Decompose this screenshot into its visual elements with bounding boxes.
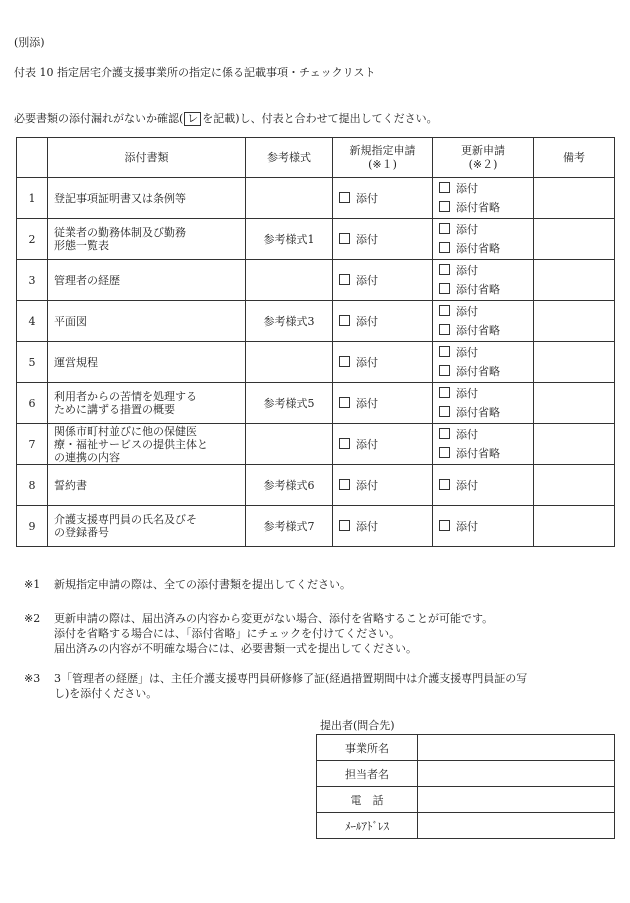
new-application-cell (333, 301, 433, 342)
renewal-option (439, 362, 533, 381)
attach-checkbox[interactable] (439, 479, 450, 490)
col-header-renew-line2: (※２) (468, 157, 498, 171)
option-label: 添付 (456, 478, 478, 492)
table-row (17, 424, 615, 465)
footnote-mark: ※2 (24, 612, 41, 625)
document-line: 平面図 (54, 314, 87, 328)
submitter-row (317, 735, 615, 761)
document-line: 利用者からの苦情を処理する (54, 390, 197, 403)
new-application-cell (333, 260, 433, 301)
omit-checkbox[interactable] (439, 283, 450, 294)
option-label: 添付 (456, 428, 478, 441)
new-application-cell (333, 219, 433, 260)
attach-checkbox[interactable] (339, 356, 350, 367)
row-number: 9 (17, 506, 48, 547)
option-label: 添付 (356, 478, 378, 492)
footnote-mark: ※3 (24, 672, 41, 685)
col-header-new (333, 138, 433, 178)
document-line: 療・福祉サービスの提供主体と (54, 437, 208, 451)
option-label: 添付 (456, 182, 478, 195)
field-label-phone: 電 話 (317, 787, 418, 813)
option-label: 添付 (356, 396, 378, 410)
field-label-email: ﾒｰﾙｱﾄﾞﾚｽ (317, 813, 418, 839)
remarks-cell[interactable] (534, 301, 615, 342)
attach-checkbox[interactable] (439, 305, 450, 316)
document-name (48, 383, 246, 424)
renewal-option (439, 179, 533, 198)
option-label: 添付 (356, 232, 378, 246)
table-row (17, 383, 615, 424)
check-mark-sample: レ (184, 112, 201, 126)
checklist-table (16, 137, 615, 547)
document-line: の連携の内容 (54, 450, 120, 464)
contact-person-field[interactable] (418, 761, 615, 787)
remarks-cell[interactable] (534, 424, 615, 465)
omit-checkbox[interactable] (439, 201, 450, 212)
footnote-mark: ※1 (24, 578, 41, 591)
option-label: 添付 (456, 264, 478, 277)
document-line: 管理者の経歴 (54, 273, 120, 287)
field-label-contact: 担当者名 (317, 761, 418, 787)
reference-form: 参考様式3 (246, 301, 333, 342)
omit-checkbox[interactable] (439, 365, 450, 376)
attach-checkbox[interactable] (439, 182, 450, 193)
col-header-renew (433, 138, 534, 178)
remarks-cell[interactable] (534, 465, 615, 506)
option-label: 添付 (356, 273, 378, 287)
row-number: 2 (17, 219, 48, 260)
attach-checkbox[interactable] (339, 315, 350, 326)
renewal-cell (433, 260, 534, 301)
remarks-cell[interactable] (534, 383, 615, 424)
row-number: 6 (17, 383, 48, 424)
option-label: 添付 (356, 191, 378, 205)
document-name (48, 260, 246, 301)
option-label: 添付 (456, 305, 478, 318)
new-application-cell (333, 506, 433, 547)
footnote-text (54, 611, 614, 656)
attach-checkbox[interactable] (439, 428, 450, 439)
submitter-row (317, 761, 615, 787)
renewal-option (439, 220, 533, 239)
table-row (17, 219, 615, 260)
option-label: 添付省略 (456, 242, 500, 255)
reference-form (246, 424, 333, 465)
renewal-option (439, 384, 533, 403)
new-application-cell (333, 178, 433, 219)
instruction-after: を記載)し、付表と合わせて提出してください。 (202, 112, 438, 125)
document-name (48, 342, 246, 383)
renewal-option (439, 239, 533, 258)
omit-checkbox[interactable] (439, 324, 450, 335)
remarks-cell[interactable] (534, 342, 615, 383)
document-line: 誓約書 (54, 478, 87, 492)
attach-checkbox[interactable] (339, 520, 350, 531)
remarks-cell[interactable] (534, 260, 615, 301)
table-row (17, 301, 615, 342)
renewal-option (439, 343, 533, 362)
document-name (48, 506, 246, 547)
document-line: ために講ずる措置の概要 (54, 403, 175, 416)
option-label: 添付 (356, 519, 378, 533)
new-application-cell (333, 383, 433, 424)
renewal-option (439, 198, 533, 217)
attach-checkbox[interactable] (339, 274, 350, 285)
row-number: 5 (17, 342, 48, 383)
renewal-option (439, 302, 533, 321)
row-number: 4 (17, 301, 48, 342)
table-row (17, 342, 615, 383)
reference-form: 参考様式7 (246, 506, 333, 547)
footnote-line: 添付を省略する場合には、「添付省略」にチェックを付けてください。 (54, 627, 401, 640)
row-number: 7 (17, 424, 48, 465)
row-number: 3 (17, 260, 48, 301)
renewal-cell (433, 178, 534, 219)
submitter-table (316, 734, 615, 839)
reference-form: 参考様式1 (246, 219, 333, 260)
renewal-option (439, 403, 533, 422)
email-field[interactable] (418, 813, 615, 839)
document-line: の登録番号 (54, 526, 109, 539)
document-name (48, 301, 246, 342)
footnote-line: 更新申請の際は、届出済みの内容から変更がない場合、添付を省略することが可能です。 (54, 612, 494, 625)
document-line: 関係市町村並びに他の保健医 (54, 424, 197, 438)
attachment-label: (別添) (14, 36, 45, 49)
document-line: 介護支援専門員の氏名及びそ (54, 513, 197, 526)
office-name-field[interactable] (418, 735, 615, 761)
renewal-option (439, 476, 533, 495)
document-line: 登記事項証明書又は条例等 (54, 191, 186, 205)
row-number: 8 (17, 465, 48, 506)
document-name (48, 178, 246, 219)
col-header-new-line1: 新規指定申請 (349, 143, 416, 157)
col-header-document: 添付書類 (48, 138, 246, 178)
option-label: 添付 (456, 387, 478, 400)
phone-field[interactable] (418, 787, 615, 813)
renewal-option (439, 425, 533, 444)
document-name (48, 465, 246, 506)
option-label: 添付 (456, 346, 478, 359)
attach-checkbox[interactable] (439, 520, 450, 531)
instruction-before: 必要書類の添付漏れがないか確認( (14, 112, 184, 125)
renewal-cell (433, 424, 534, 465)
col-header-renew-line1: 更新申請 (461, 143, 505, 157)
attach-checkbox[interactable] (339, 233, 350, 244)
document-name (48, 424, 246, 465)
footnote-line: 新規指定申請の際は、全ての添付書類を提出してください。 (54, 578, 351, 591)
option-label: 添付省略 (456, 283, 500, 296)
option-label: 添付 (456, 519, 478, 533)
reference-form (246, 178, 333, 219)
option-label: 添付 (356, 355, 378, 369)
new-application-cell (333, 424, 433, 465)
renewal-option (439, 321, 533, 340)
renewal-cell (433, 506, 534, 547)
footnote-line: し)を添付ください。 (54, 687, 158, 700)
footnote-line: 3「管理者の経歴」は、主任介護支援専門員研修修了証(経過措置期間中は介護支援専門員証の写 (54, 672, 528, 685)
col-header-reference: 参考様式 (246, 138, 333, 178)
table-header-row (17, 138, 615, 178)
attach-checkbox[interactable] (339, 479, 350, 490)
option-label: 添付 (456, 223, 478, 236)
attach-checkbox[interactable] (339, 438, 350, 449)
col-header-remarks: 備考 (534, 138, 615, 178)
footnote-text (54, 671, 614, 701)
reference-form: 参考様式6 (246, 465, 333, 506)
reference-form (246, 342, 333, 383)
table-row (17, 260, 615, 301)
option-label: 添付 (356, 437, 378, 451)
option-label: 添付省略 (456, 365, 500, 378)
option-label: 添付省略 (456, 406, 500, 419)
page-title: 付表 10 指定居宅介護支援事業所の指定に係る記載事項・チェックリスト (14, 66, 376, 79)
renewal-cell (433, 219, 534, 260)
footnote-line: 届出済みの内容が不明確な場合には、必要書類一式を提出してください。 (54, 642, 417, 655)
attach-checkbox[interactable] (339, 397, 350, 408)
remarks-cell[interactable] (534, 506, 615, 547)
document-line: 形態一覧表 (54, 239, 109, 252)
renewal-option (439, 261, 533, 280)
option-label: 添付 (356, 314, 378, 328)
field-label-office: 事業所名 (317, 735, 418, 761)
document-line: 従業者の勤務体制及び勤務 (54, 226, 186, 239)
attach-checkbox[interactable] (439, 264, 450, 275)
col-header-new-line2: (※１) (368, 157, 397, 171)
option-label: 添付省略 (456, 447, 500, 460)
renewal-cell (433, 465, 534, 506)
renewal-cell (433, 342, 534, 383)
submitter-heading: 提出者(問合先) (320, 719, 395, 732)
row-number: 1 (17, 178, 48, 219)
option-label: 添付省略 (456, 201, 500, 214)
submitter-row (317, 813, 615, 839)
reference-form (246, 260, 333, 301)
new-application-cell (333, 342, 433, 383)
renewal-option (439, 444, 533, 463)
omit-checkbox[interactable] (439, 242, 450, 253)
table-row (17, 178, 615, 219)
table-row (17, 506, 615, 547)
renewal-option (439, 517, 533, 536)
attach-checkbox[interactable] (339, 192, 350, 203)
new-application-cell (333, 465, 433, 506)
omit-checkbox[interactable] (439, 406, 450, 417)
document-line: 運営規程 (54, 355, 98, 369)
remarks-cell[interactable] (534, 219, 615, 260)
attach-checkbox[interactable] (439, 346, 450, 357)
reference-form: 参考様式5 (246, 383, 333, 424)
footnote-text (54, 577, 614, 592)
omit-checkbox[interactable] (439, 447, 450, 458)
document-name (48, 219, 246, 260)
renewal-option (439, 280, 533, 299)
col-header-num (17, 138, 48, 178)
table-row (17, 465, 615, 506)
attach-checkbox[interactable] (439, 223, 450, 234)
remarks-cell[interactable] (534, 178, 615, 219)
submitter-row (317, 787, 615, 813)
option-label: 添付省略 (456, 324, 500, 337)
attach-checkbox[interactable] (439, 387, 450, 398)
instruction-text (14, 110, 438, 126)
renewal-cell (433, 383, 534, 424)
renewal-cell (433, 301, 534, 342)
